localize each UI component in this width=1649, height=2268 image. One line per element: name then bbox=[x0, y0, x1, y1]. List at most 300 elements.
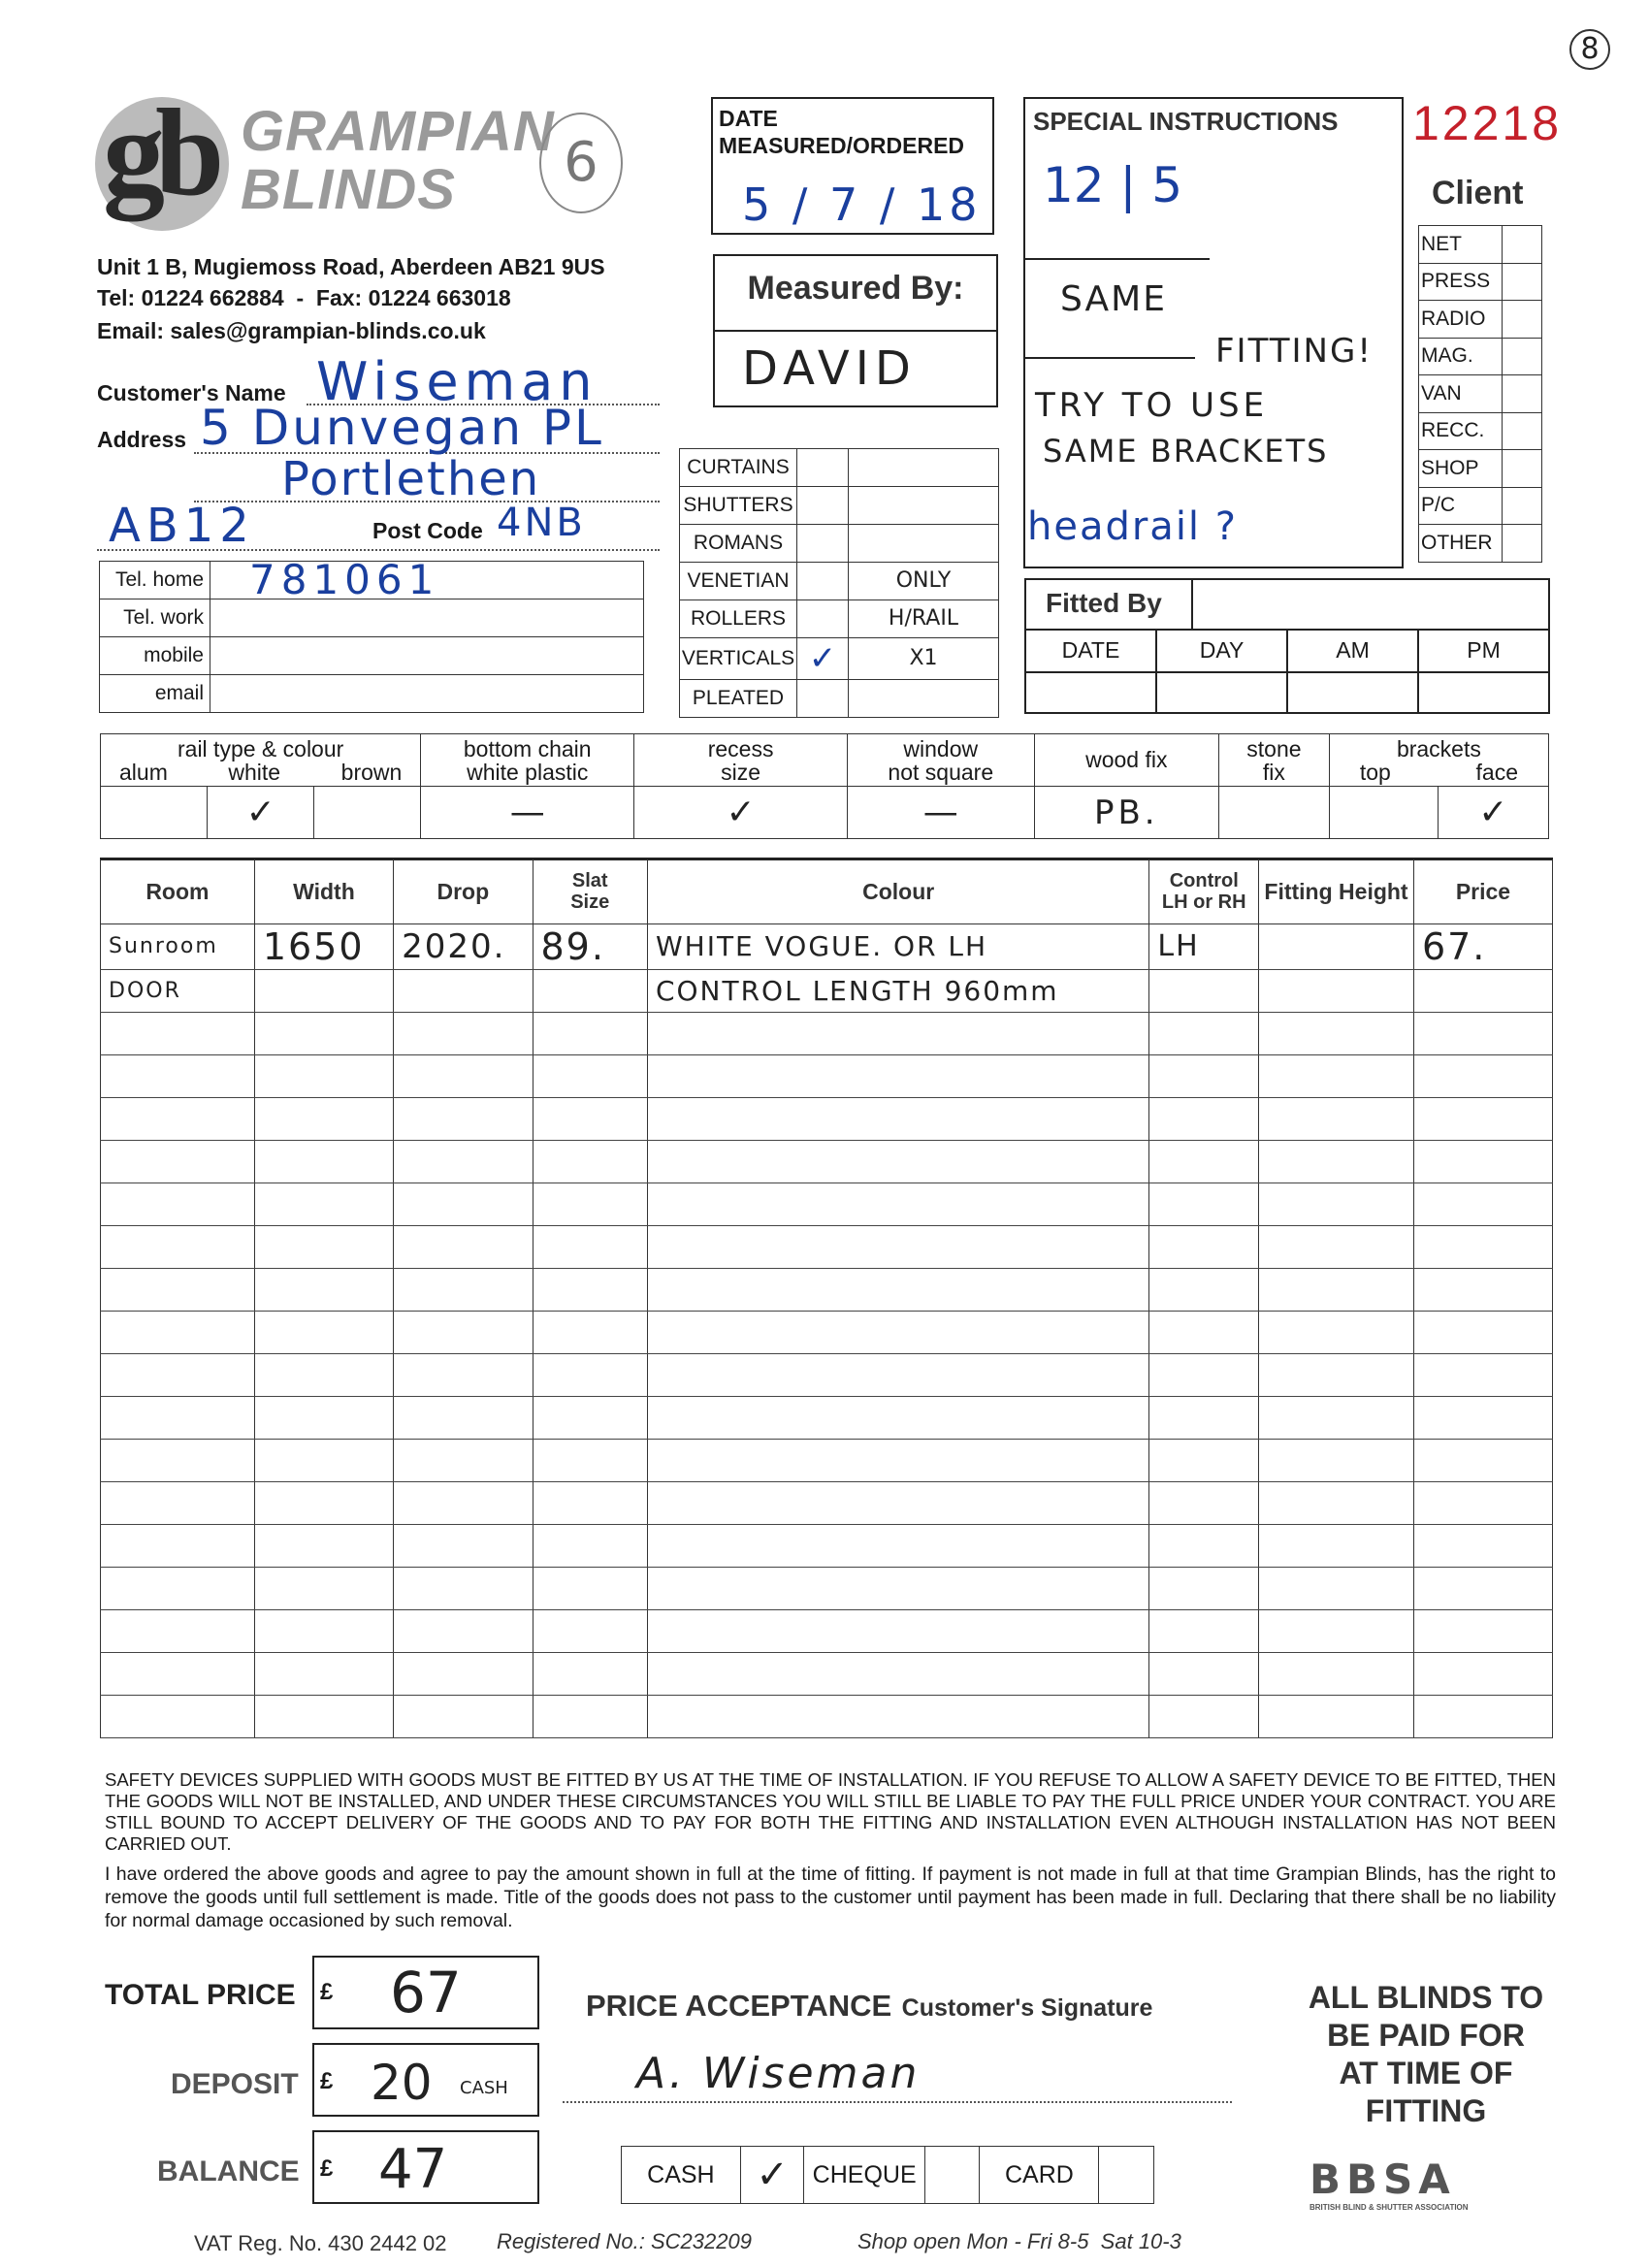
client-option: VAN bbox=[1419, 375, 1503, 413]
rail-alum: alum bbox=[119, 759, 168, 785]
phone-label: Tel. home bbox=[100, 562, 210, 599]
payment-notice: ALL BLINDS TO BE PAID FOR AT TIME OF FITTING bbox=[1308, 1980, 1544, 2128]
client-row bbox=[1419, 301, 1542, 339]
cell-height bbox=[1259, 969, 1414, 1012]
cell-drop bbox=[394, 1353, 533, 1396]
cell-room bbox=[101, 1183, 255, 1225]
table-row bbox=[101, 1140, 1553, 1183]
cell-height bbox=[1259, 1012, 1414, 1054]
phone-row bbox=[100, 675, 644, 713]
company-phones: Tel: 01224 662884 - Fax: 01224 663018 bbox=[97, 285, 511, 310]
table-row bbox=[101, 1311, 1553, 1353]
cell-drop bbox=[394, 969, 533, 1012]
cell-price bbox=[1413, 1567, 1552, 1609]
product-label: PLEATED bbox=[680, 680, 797, 718]
customer-address3: AB12 bbox=[109, 499, 255, 553]
cell-slat bbox=[533, 1695, 647, 1737]
customer-address2: Portlethen bbox=[281, 452, 541, 506]
cell-room bbox=[101, 1567, 255, 1609]
cell-control bbox=[1149, 1140, 1259, 1183]
phone-value: 781061 bbox=[210, 562, 644, 599]
client-table bbox=[1418, 225, 1542, 563]
client-option: RADIO bbox=[1419, 301, 1503, 339]
product-label: ROMANS bbox=[680, 525, 797, 563]
logo-line2: BLINDS bbox=[241, 158, 456, 221]
product-tick bbox=[797, 600, 849, 638]
cell-control bbox=[1149, 1439, 1259, 1481]
cell-room bbox=[101, 1652, 255, 1695]
rail-white: white bbox=[228, 759, 281, 785]
cell-room bbox=[101, 1054, 255, 1097]
product-tick: ✓ bbox=[797, 638, 849, 680]
cell-control bbox=[1149, 1225, 1259, 1268]
cell-drop bbox=[394, 1524, 533, 1567]
cell-price bbox=[1413, 1652, 1552, 1695]
cell-room: Sunroom bbox=[101, 923, 255, 969]
postcode-label: Post Code bbox=[372, 518, 483, 543]
cell-slat bbox=[533, 1054, 647, 1097]
product-tick bbox=[797, 525, 849, 563]
product-label: VERTICALS bbox=[680, 638, 797, 680]
special-line2: FITTING! bbox=[1215, 332, 1373, 371]
items-header: Control LH or RH bbox=[1149, 859, 1259, 923]
cell-slat bbox=[533, 1183, 647, 1225]
brackets-face: face bbox=[1475, 759, 1518, 785]
cell-colour bbox=[647, 1311, 1148, 1353]
cell-control bbox=[1149, 1695, 1259, 1737]
table-row bbox=[101, 1183, 1553, 1225]
cell-price bbox=[1413, 1439, 1552, 1481]
fitted-col-label: PM bbox=[1419, 629, 1548, 673]
cell-colour bbox=[647, 1140, 1148, 1183]
cell-colour bbox=[647, 1183, 1148, 1225]
cell-price bbox=[1413, 1012, 1552, 1054]
fitted-by-label: Fitted By bbox=[1046, 588, 1162, 618]
cell-height bbox=[1259, 1396, 1414, 1439]
product-row bbox=[680, 638, 999, 680]
date-box bbox=[711, 97, 994, 235]
cell-height bbox=[1259, 1225, 1414, 1268]
special-instructions-label: SPECIAL INSTRUCTIONS bbox=[1033, 107, 1339, 136]
cell-width bbox=[254, 1567, 393, 1609]
cell-control bbox=[1149, 1097, 1259, 1140]
stone-header: stone fix bbox=[1218, 734, 1329, 787]
cell-colour bbox=[647, 1439, 1148, 1481]
payment-cash: CASH bbox=[622, 2147, 741, 2204]
cell-colour bbox=[647, 1609, 1148, 1652]
cell-width bbox=[254, 1609, 393, 1652]
cell-price bbox=[1413, 1268, 1552, 1311]
cell-price bbox=[1413, 1609, 1552, 1652]
client-row bbox=[1419, 525, 1542, 563]
table-row bbox=[101, 1695, 1553, 1737]
recess-val: ✓ bbox=[634, 787, 848, 839]
items-header: Fitting Height bbox=[1259, 859, 1414, 923]
cell-height bbox=[1259, 1311, 1414, 1353]
cell-room bbox=[101, 1268, 255, 1311]
product-note: ONLY bbox=[849, 563, 999, 600]
payment-table bbox=[621, 2146, 1154, 2204]
cell-room bbox=[101, 1311, 255, 1353]
fitted-col-label: DAY bbox=[1157, 629, 1286, 673]
product-tick bbox=[797, 680, 849, 718]
cell-height bbox=[1259, 1524, 1414, 1567]
brackets-label: brackets bbox=[1396, 735, 1481, 761]
cell-drop bbox=[394, 1012, 533, 1054]
cell-colour bbox=[647, 1225, 1148, 1268]
date-value: 5 / 7 / 18 bbox=[742, 178, 982, 231]
cell-height bbox=[1259, 1481, 1414, 1524]
product-row bbox=[680, 525, 999, 563]
client-checkbox[interactable] bbox=[1503, 301, 1542, 339]
client-row bbox=[1419, 375, 1542, 413]
cell-height bbox=[1259, 1268, 1414, 1311]
cell-room bbox=[101, 1225, 255, 1268]
fitted-by-sep bbox=[1191, 580, 1193, 629]
cell-width bbox=[254, 1140, 393, 1183]
client-checkbox[interactable] bbox=[1503, 263, 1542, 301]
cell-drop bbox=[394, 1054, 533, 1097]
cell-drop bbox=[394, 1097, 533, 1140]
client-row bbox=[1419, 263, 1542, 301]
total-price-label: TOTAL PRICE bbox=[105, 1979, 296, 2011]
client-row bbox=[1419, 338, 1542, 375]
cell-slat bbox=[533, 1140, 647, 1183]
cell-width bbox=[254, 1481, 393, 1524]
cell-width bbox=[254, 1439, 393, 1481]
table-row bbox=[101, 1524, 1553, 1567]
phone-row bbox=[100, 637, 644, 675]
company-email: Email: sales@grampian-blinds.co.uk bbox=[97, 318, 486, 343]
cell-room bbox=[101, 1140, 255, 1183]
deposit-note: CASH bbox=[460, 2078, 508, 2098]
rail-label: rail type & colour bbox=[178, 735, 344, 761]
product-note bbox=[849, 525, 999, 563]
client-checkbox[interactable] bbox=[1503, 450, 1542, 488]
product-row bbox=[680, 600, 999, 638]
cell-colour: CONTROL LENGTH 960mm bbox=[647, 969, 1148, 1012]
window-header: window not square bbox=[847, 734, 1034, 787]
balance-box bbox=[312, 2130, 539, 2204]
table-row bbox=[101, 1054, 1553, 1097]
brackets-top: top bbox=[1359, 759, 1391, 785]
cell-slat bbox=[533, 1439, 647, 1481]
fitted-col-label: DATE bbox=[1026, 629, 1155, 673]
fitted-by-columns bbox=[1026, 629, 1548, 714]
product-note bbox=[849, 680, 999, 718]
cell-room bbox=[101, 1524, 255, 1567]
measured-by-box bbox=[713, 254, 998, 407]
client-option: SHOP bbox=[1419, 450, 1503, 488]
rail-white-val: ✓ bbox=[208, 787, 314, 839]
cell-width bbox=[254, 1225, 393, 1268]
cell-price bbox=[1413, 1225, 1552, 1268]
cell-price: 67. bbox=[1413, 923, 1552, 969]
cell-price bbox=[1413, 1183, 1552, 1225]
cell-height bbox=[1259, 1353, 1414, 1396]
customer-address-label: Address bbox=[97, 427, 187, 452]
cell-control bbox=[1149, 1652, 1259, 1695]
total-price-box bbox=[312, 1956, 539, 2029]
rail-alum-val bbox=[101, 787, 208, 839]
brackets-face-val: ✓ bbox=[1438, 787, 1548, 839]
cell-room bbox=[101, 1012, 255, 1054]
measured-by-value: DAVID bbox=[742, 341, 917, 396]
special-instructions-box bbox=[1023, 97, 1404, 568]
phone-label: email bbox=[100, 675, 210, 713]
logo-monogram: gb bbox=[103, 83, 215, 221]
client-option: RECC. bbox=[1419, 412, 1503, 450]
corner-mark bbox=[1569, 29, 1610, 70]
phone-label: mobile bbox=[100, 637, 210, 675]
cell-slat bbox=[533, 1012, 647, 1054]
product-note bbox=[849, 449, 999, 487]
table-row bbox=[101, 1609, 1553, 1652]
cell-slat bbox=[533, 1225, 647, 1268]
client-label: Client bbox=[1432, 175, 1524, 211]
items-header: Drop bbox=[394, 859, 533, 923]
cell-height bbox=[1259, 1567, 1414, 1609]
phone-row bbox=[100, 599, 644, 637]
special-line5: headrail ? bbox=[1027, 504, 1238, 549]
cell-colour bbox=[647, 1268, 1148, 1311]
company-logo bbox=[95, 83, 555, 233]
wood-val: PB. bbox=[1034, 787, 1218, 839]
cell-drop bbox=[394, 1311, 533, 1353]
cell-control bbox=[1149, 1268, 1259, 1311]
bbsa-tagline: BRITISH BLIND & SHUTTER ASSOCIATION bbox=[1310, 2203, 1469, 2212]
table-row bbox=[101, 1439, 1553, 1481]
cell-width: 1650 bbox=[254, 923, 393, 969]
cell-room bbox=[101, 1609, 255, 1652]
cell-room bbox=[101, 1439, 255, 1481]
client-row bbox=[1419, 226, 1542, 264]
cell-slat bbox=[533, 1652, 647, 1695]
cell-colour bbox=[647, 1353, 1148, 1396]
fitted-col-day bbox=[1157, 629, 1288, 714]
product-tick bbox=[797, 449, 849, 487]
client-checkbox[interactable] bbox=[1503, 412, 1542, 450]
cell-control bbox=[1149, 1567, 1259, 1609]
table-row bbox=[101, 969, 1553, 1012]
cell-height bbox=[1259, 1439, 1414, 1481]
cell-width bbox=[254, 1097, 393, 1140]
product-row bbox=[680, 563, 999, 600]
logo-line1: GRAMPIAN bbox=[241, 100, 555, 163]
cell-width bbox=[254, 1695, 393, 1737]
customer-signature: A. Wiseman bbox=[636, 2049, 921, 2098]
logo-circle-mark bbox=[539, 113, 623, 213]
table-row bbox=[101, 1481, 1553, 1524]
cell-height bbox=[1259, 1097, 1414, 1140]
cell-room bbox=[101, 1396, 255, 1439]
cell-control: LH bbox=[1149, 923, 1259, 969]
rail-brown-val bbox=[314, 787, 421, 839]
cell-control bbox=[1149, 1012, 1259, 1054]
payment-cheque: CHEQUE bbox=[804, 2147, 924, 2204]
product-note bbox=[849, 487, 999, 525]
client-checkbox[interactable] bbox=[1503, 525, 1542, 563]
cell-control bbox=[1149, 1183, 1259, 1225]
client-checkbox[interactable] bbox=[1503, 226, 1542, 264]
table-row bbox=[101, 1097, 1553, 1140]
special-line1: SAME bbox=[1060, 279, 1167, 319]
footer-vat: VAT Reg. No. 430 2442 02 bbox=[194, 2231, 447, 2255]
client-option: P/C bbox=[1419, 487, 1503, 525]
client-option: MAG. bbox=[1419, 338, 1503, 375]
total-price-value: 67 bbox=[390, 1960, 462, 2025]
corner-mark-text: 8 bbox=[1580, 32, 1600, 66]
phone-value bbox=[210, 599, 644, 637]
cell-colour bbox=[647, 1567, 1148, 1609]
payment-card-box bbox=[1099, 2147, 1154, 2204]
client-checkbox[interactable] bbox=[1503, 375, 1542, 413]
cell-colour bbox=[647, 1481, 1148, 1524]
deposit-label: DEPOSIT bbox=[171, 2068, 299, 2100]
cell-drop bbox=[394, 1652, 533, 1695]
brackets-header bbox=[1329, 734, 1548, 787]
product-note: X1 bbox=[849, 638, 999, 680]
cell-drop bbox=[394, 1481, 533, 1524]
customer-address1: 5 Dunvegan PL bbox=[200, 400, 604, 456]
cell-price bbox=[1413, 1396, 1552, 1439]
cell-control bbox=[1149, 1481, 1259, 1524]
cell-drop bbox=[394, 1695, 533, 1737]
table-row bbox=[101, 1353, 1553, 1396]
rail-header bbox=[101, 734, 421, 787]
special-line4: SAME BRACKETS bbox=[1043, 433, 1329, 470]
cell-width bbox=[254, 1012, 393, 1054]
product-row bbox=[680, 487, 999, 525]
cell-room bbox=[101, 1695, 255, 1737]
cell-height bbox=[1259, 1183, 1414, 1225]
cell-colour bbox=[647, 1396, 1148, 1439]
fitted-by-box bbox=[1024, 578, 1550, 714]
client-row bbox=[1419, 450, 1542, 488]
cell-price bbox=[1413, 1524, 1552, 1567]
client-checkbox[interactable] bbox=[1503, 338, 1542, 375]
cell-control bbox=[1149, 1396, 1259, 1439]
payment-tick: ✓ bbox=[740, 2147, 804, 2204]
cell-colour bbox=[647, 1054, 1148, 1097]
cell-width bbox=[254, 1353, 393, 1396]
cell-slat bbox=[533, 1353, 647, 1396]
brackets-top-val bbox=[1329, 787, 1438, 839]
company-address: Unit 1 B, Mugiemoss Road, Aberdeen AB21 9US bbox=[97, 254, 605, 279]
cell-slat bbox=[533, 1609, 647, 1652]
cell-width bbox=[254, 1524, 393, 1567]
items-header: Width bbox=[254, 859, 393, 923]
client-checkbox[interactable] bbox=[1503, 487, 1542, 525]
table-row bbox=[101, 1268, 1553, 1311]
cell-room bbox=[101, 1353, 255, 1396]
cell-drop: 2020. bbox=[394, 923, 533, 969]
client-row bbox=[1419, 412, 1542, 450]
cell-control bbox=[1149, 1353, 1259, 1396]
product-label: VENETIAN bbox=[680, 563, 797, 600]
phone-row bbox=[100, 562, 644, 599]
client-option: OTHER bbox=[1419, 525, 1503, 563]
cell-room bbox=[101, 1481, 255, 1524]
phone-value bbox=[210, 637, 644, 675]
fitted-col-pm bbox=[1419, 629, 1548, 714]
cell-width bbox=[254, 969, 393, 1012]
cell-slat bbox=[533, 1396, 647, 1439]
footer-registered: Registered No.: SC232209 bbox=[497, 2229, 752, 2253]
cell-colour: WHITE VOGUE. OR LH bbox=[647, 923, 1148, 969]
phone-label: Tel. work bbox=[100, 599, 210, 637]
cell-drop bbox=[394, 1567, 533, 1609]
cell-height bbox=[1259, 923, 1414, 969]
cell-price bbox=[1413, 969, 1552, 1012]
deposit-box bbox=[312, 2043, 539, 2117]
cell-width bbox=[254, 1268, 393, 1311]
cell-control bbox=[1149, 1524, 1259, 1567]
terms-agreement: I have ordered the above goods and agree to pay the amount shown in full at the time of fitting. If payment is not made in full at that time Grampian Blinds, has the right to remove the goods until full settlement is made. Title of the goods does not pass to the customer until payment has been made in full. Declaring that there shall be no liability for normal damage occasioned by such removal. bbox=[105, 1863, 1556, 1931]
cell-drop bbox=[394, 1140, 533, 1183]
cell-control bbox=[1149, 1609, 1259, 1652]
cell-colour bbox=[647, 1097, 1148, 1140]
cell-width bbox=[254, 1652, 393, 1695]
date-label: DATE MEASURED/ORDERED bbox=[719, 106, 965, 158]
cell-room bbox=[101, 1097, 255, 1140]
phone-value bbox=[210, 675, 644, 713]
cell-slat bbox=[533, 1524, 647, 1567]
product-note: H/RAIL bbox=[849, 600, 999, 638]
price-acceptance bbox=[586, 1989, 1152, 2024]
cell-width bbox=[254, 1054, 393, 1097]
terms-safety: SAFETY DEVICES SUPPLIED WITH GOODS MUST BE FITTED BY US AT THE TIME OF INSTALLATION. IF YOU REFUSE TO ALLOW A SAFETY DEVICE TO BE FITTED, THEN THE GOODS WILL NOT BE INSTALLED, AND UNDER THESE CIRCUMSTANCES YOU WILL STILL BE LIABLE TO PAY THE FULL PRICE UNDER YOUR CONTRACT. YOU ARE STILL BOUND TO ACCEPT DELIVERY OF THE GOODS AND TO PAY FOR BOTH THE FITTING AND INSTALLATION EVEN ALTHOUGH INSTALLATION HAS NOT BEEN CARRIED OUT. bbox=[105, 1769, 1556, 1854]
items-table bbox=[100, 859, 1553, 1738]
balance-currency: £ bbox=[320, 2155, 334, 2182]
table-row bbox=[101, 1012, 1553, 1054]
cell-height bbox=[1259, 1695, 1414, 1737]
cell-height bbox=[1259, 1140, 1414, 1183]
items-header: Room bbox=[101, 859, 255, 923]
stone-val bbox=[1218, 787, 1329, 839]
total-currency: £ bbox=[320, 1979, 334, 2005]
cell-colour bbox=[647, 1012, 1148, 1054]
special-rule-2 bbox=[1025, 357, 1195, 359]
balance-value: 47 bbox=[378, 2138, 448, 2201]
cell-drop bbox=[394, 1439, 533, 1481]
brackets-subheads bbox=[1331, 761, 1547, 784]
cell-room: DOOR bbox=[101, 969, 255, 1012]
footer-hours: Shop open Mon - Fri 8-5 Sat 10-3 bbox=[857, 2229, 1181, 2253]
table-row bbox=[101, 923, 1553, 969]
items-header: Colour bbox=[647, 859, 1148, 923]
cell-slat bbox=[533, 1311, 647, 1353]
cell-price bbox=[1413, 1054, 1552, 1097]
rail-brown: brown bbox=[340, 759, 403, 785]
client-option: NET bbox=[1419, 226, 1503, 264]
cell-slat: 89. bbox=[533, 923, 647, 969]
rail-subheads bbox=[102, 761, 419, 784]
postcode-value: 4NB bbox=[497, 501, 586, 545]
cell-slat bbox=[533, 1097, 647, 1140]
special-line3: TRY TO USE bbox=[1035, 386, 1269, 425]
client-option: PRESS bbox=[1419, 263, 1503, 301]
deposit-currency: £ bbox=[320, 2068, 334, 2094]
price-acceptance-label: PRICE ACCEPTANCE bbox=[586, 1989, 892, 2023]
cell-slat bbox=[533, 1268, 647, 1311]
table-row bbox=[101, 1396, 1553, 1439]
wood-header: wood fix bbox=[1034, 734, 1218, 787]
cell-colour bbox=[647, 1695, 1148, 1737]
fitted-col-date bbox=[1026, 629, 1157, 714]
cell-price bbox=[1413, 1311, 1552, 1353]
cell-width bbox=[254, 1311, 393, 1353]
